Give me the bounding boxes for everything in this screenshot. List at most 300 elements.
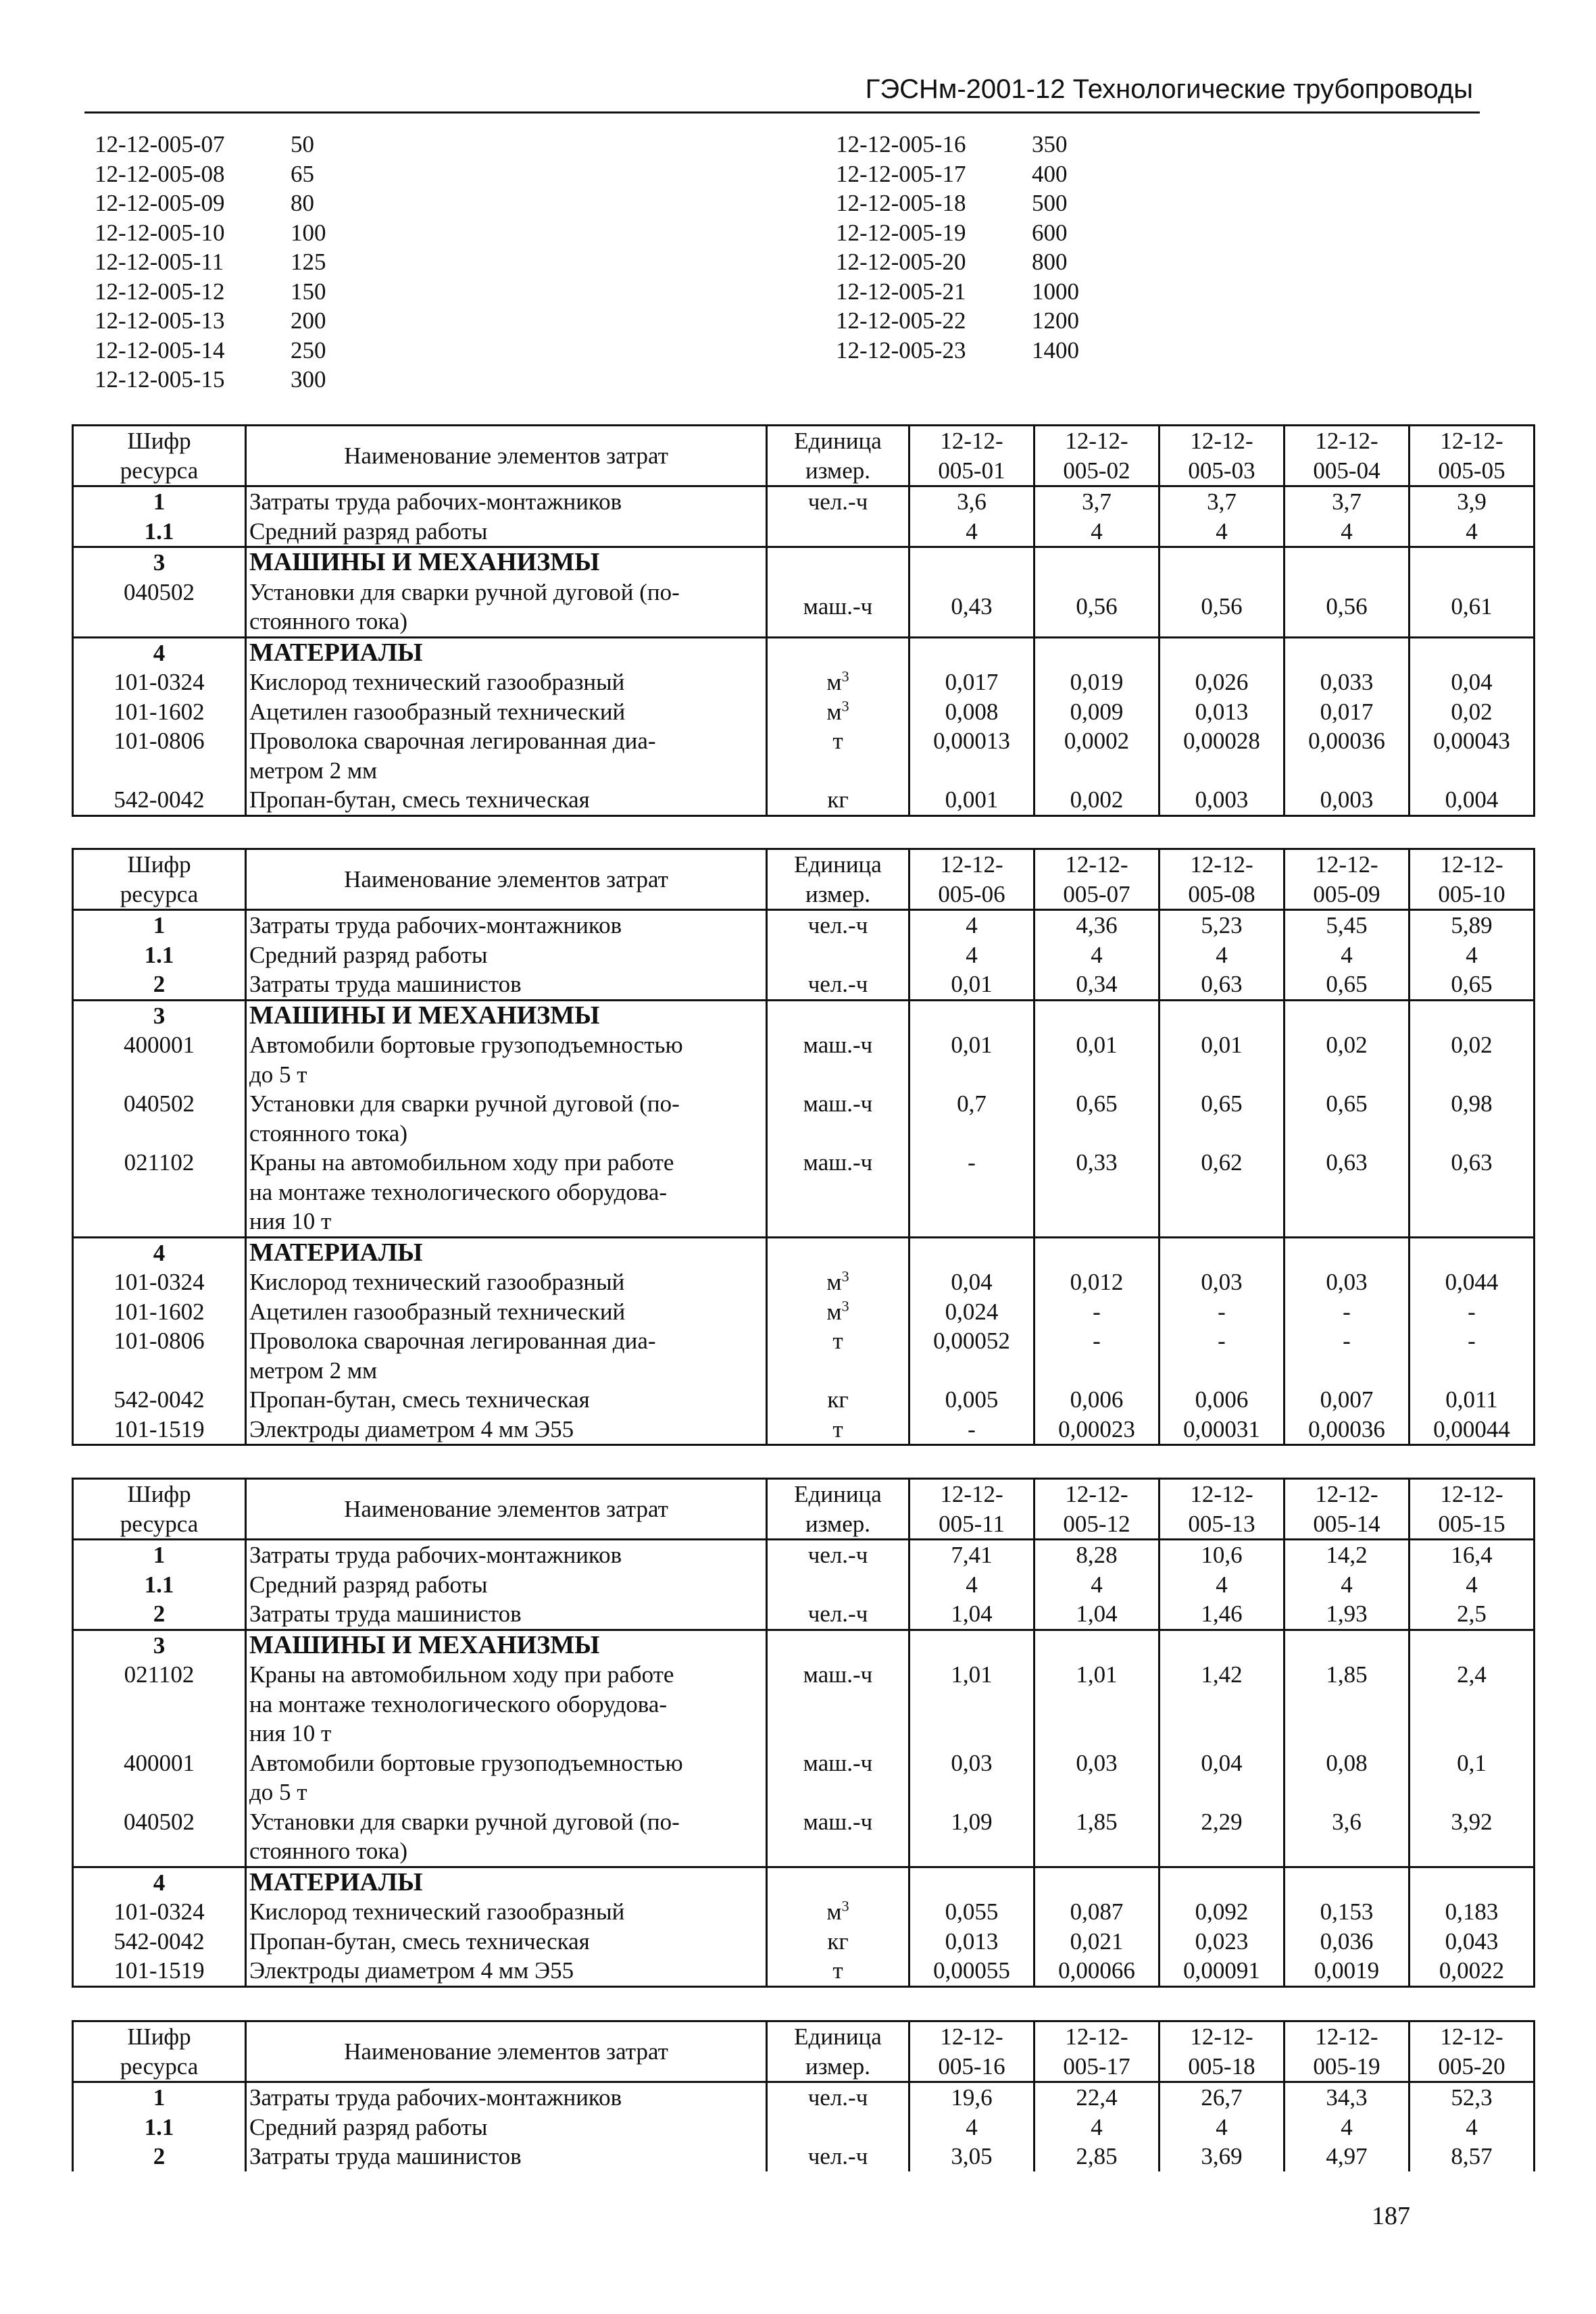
code-list-item [836,277,1113,307]
row-name-line: Установки для сварки ручной дуговой (по- [249,578,680,605]
header-norm-line2: 005-06 [938,880,1005,907]
row-name-line: Автомобили бортовые грузоподъемностью [249,1032,683,1058]
row-code: 3 [73,1000,246,1030]
table-header-row [73,1479,1535,1540]
table-header-row [73,426,1535,486]
row-value: 0,33 [1034,1148,1159,1237]
code-list-code: 12-12-005-15 [95,366,225,393]
row-value: 14,2 [1285,1540,1410,1570]
row-value [1285,547,1410,578]
row-unit: маш.-ч [767,1660,909,1749]
code-list-item [95,247,372,277]
row-value: 0,65 [1159,1089,1285,1148]
row-name-line: Ацетилен газообразный технический [249,698,626,725]
row-value: - [909,1415,1034,1445]
row-name [246,1807,767,1867]
row-value: 4 [1285,517,1410,547]
table-row [73,1030,1535,1089]
resource-table [72,848,1535,1446]
row-value: - [1410,1326,1535,1385]
row-value: 1,42 [1159,1660,1285,1749]
row-value: 4 [1285,2113,1410,2142]
row-value [1285,1237,1410,1267]
row-unit: маш.-ч [767,1749,909,1807]
row-name [246,910,767,940]
header-norm-line1: 12-12- [1440,428,1503,454]
row-name-line: Пропан-бутан, смесь техническая [249,1928,590,1955]
row-unit: маш.-ч [767,1807,909,1867]
row-unit: чел.-ч [767,970,909,1000]
row-name-line: МАТЕРИАЛЫ [249,1867,423,1896]
header-norm-line1: 12-12- [940,2023,1003,2050]
row-value: 0,006 [1034,1385,1159,1415]
row-value: 0,03 [909,1749,1034,1807]
row-value: 3,69 [1159,2142,1285,2171]
row-name [246,1326,767,1385]
table-row [73,1089,1535,1148]
row-code: 101-0324 [73,1897,246,1927]
row-value [909,637,1034,668]
row-value: 0,65 [1285,970,1410,1000]
row-value: 0,01 [909,1030,1034,1089]
row-value: 0,01 [909,970,1034,1000]
row-unit [767,1867,909,1897]
row-value: 0,0022 [1410,1956,1535,1986]
row-code: 101-0324 [73,668,246,697]
row-name-line: МАШИНЫ И МЕХАНИЗМЫ [249,548,600,576]
row-value: 0,00043 [1410,726,1535,785]
header-norm-line1: 12-12- [1190,1481,1253,1507]
table-row [73,1660,1535,1749]
row-value: 0,055 [909,1897,1034,1927]
row-value [1285,1630,1410,1660]
table-row [73,1570,1535,1600]
code-list-code: 12-12-005-16 [836,131,966,157]
row-value: 3,7 [1034,486,1159,517]
row-name-line: до 5 т [249,1779,307,1805]
row-code: 101-0324 [73,1267,246,1297]
row-code: 4 [73,1237,246,1267]
header-norm-code [1159,849,1285,910]
row-value: 0,00044 [1410,1415,1535,1445]
row-value: 1,04 [1034,1599,1159,1630]
table-row [73,1415,1535,1445]
row-unit: маш.-ч [767,1030,909,1089]
row-name [246,1867,767,1897]
row-value [1410,637,1535,668]
code-list-code: 12-12-005-10 [95,219,225,246]
row-value: 0,044 [1410,1267,1535,1297]
table-row [73,1897,1535,1927]
row-value: 0,024 [909,1297,1034,1327]
row-value: 0,026 [1159,668,1285,697]
row-code: 1.1 [73,1570,246,1600]
row-value: 0,02 [1410,697,1535,727]
code-list-size: 500 [1032,190,1068,216]
header-code-line1: Шифр [127,428,191,454]
row-value: 4 [1285,1570,1410,1600]
header-code-cell [73,849,246,910]
row-value: - [909,1148,1034,1237]
row-code: 2 [73,1599,246,1630]
row-value: 3,6 [1285,1807,1410,1867]
row-value: - [1410,1297,1535,1327]
row-value: 19,6 [909,2082,1034,2113]
header-norm-code [909,2021,1034,2082]
header-norm-line2: 005-05 [1438,457,1505,484]
row-value: 1,04 [909,1599,1034,1630]
row-name-line: Ацетилен газообразный технический [249,1298,626,1325]
code-list-code: 12-12-005-21 [836,278,966,305]
header-unit-line2: измер. [805,1510,870,1537]
row-name-line: метром 2 мм [249,757,378,784]
row-code: 1.1 [73,940,246,970]
header-unit-line1: Единица [794,851,882,878]
row-code: 3 [73,547,246,578]
table-row [73,1385,1535,1415]
row-name-line: Средний разряд работы [249,941,488,968]
row-name [246,1148,767,1237]
row-unit [767,1237,909,1267]
row-value: 2,85 [1034,2142,1159,2171]
row-value [1410,1867,1535,1897]
row-name-line: Кислород технический газообразный [249,669,625,695]
resource-table [72,424,1535,817]
row-value: 5,45 [1285,910,1410,940]
row-unit-text: м [826,698,842,725]
code-list-right [836,130,1113,365]
table-row [73,1956,1535,1986]
row-value: 4,36 [1034,910,1159,940]
table-row [73,1867,1535,1897]
row-name-line: Проволока сварочная легированная диа- [249,728,656,754]
table-row [73,1267,1535,1297]
row-value: 0,153 [1285,1897,1410,1927]
row-value: 0,00066 [1034,1956,1159,1986]
row-value: 0,033 [1285,668,1410,697]
row-unit: маш.-ч [767,1089,909,1148]
header-name-cell: Наименование элементов затрат [246,849,767,910]
row-value: 0,63 [1159,970,1285,1000]
table-row [73,486,1535,517]
row-value: 3,9 [1410,486,1535,517]
row-value [1410,1630,1535,1660]
row-unit-exp: 3 [841,668,849,685]
row-value: 0,1 [1410,1749,1535,1807]
code-list-item [95,365,372,395]
row-value: 0,01 [1034,1030,1159,1089]
row-name-line: Кислород технический газообразный [249,1898,625,1925]
header-norm-line2: 005-20 [1438,2053,1505,2080]
row-unit [767,1297,909,1327]
row-unit: чел.-ч [767,2082,909,2113]
table-row [73,1630,1535,1660]
header-norm-line1: 12-12- [940,1481,1003,1507]
header-norm-code [1159,426,1285,486]
row-unit: чел.-ч [767,1599,909,1630]
header-code-line1: Шифр [127,851,191,878]
row-value [1034,1867,1159,1897]
row-code: 1.1 [73,2113,246,2142]
header-norm-code [1034,2021,1159,2082]
row-unit: т [767,1326,909,1385]
row-value: 0,003 [1285,785,1410,815]
header-code-line2: ресурса [120,880,199,907]
row-name [246,1237,767,1267]
row-value: 1,01 [1034,1660,1159,1749]
row-unit [767,1570,909,1600]
code-list-code: 12-12-005-13 [95,307,225,334]
row-value: 0,183 [1410,1897,1535,1927]
row-value: 5,89 [1410,910,1535,940]
row-value: 5,23 [1159,910,1285,940]
header-norm-line2: 005-01 [938,457,1005,484]
row-value: 4 [909,2113,1034,2142]
row-value [1159,1630,1285,1660]
code-list-code: 12-12-005-20 [836,249,966,275]
row-name-line: МАШИНЫ И МЕХАНИЗМЫ [249,1001,600,1030]
row-value: 0,008 [909,697,1034,727]
table-row [73,2082,1535,2113]
row-code: 400001 [73,1749,246,1807]
row-value: 3,92 [1410,1807,1535,1867]
header-norm-line1: 12-12- [1065,428,1128,454]
row-value: 0,02 [1410,1030,1535,1089]
row-value [1034,637,1159,668]
row-value: 4 [1285,940,1410,970]
row-code: 101-0806 [73,1326,246,1385]
code-list-size: 1400 [1032,336,1079,363]
row-code: 040502 [73,1089,246,1148]
header-norm-line2: 005-14 [1313,1510,1380,1537]
code-list-size: 50 [291,131,314,157]
header-norm-line1: 12-12- [1065,2023,1128,2050]
row-name [246,578,767,638]
header-norm-code [1285,1479,1410,1540]
header-code-line2: ресурса [120,1510,199,1537]
row-name [246,697,767,727]
table-row [73,1927,1535,1957]
header-norm-line2: 005-08 [1188,880,1255,907]
code-list-size: 300 [291,366,326,393]
row-value: 0,00028 [1159,726,1285,785]
header-unit-line1: Единица [794,2023,882,2050]
code-list-left [95,130,372,395]
row-value: - [1034,1297,1159,1327]
row-value [909,1630,1034,1660]
header-name-cell: Наименование элементов затрат [246,2021,767,2082]
row-unit: чел.-ч [767,486,909,517]
header-norm-line1: 12-12- [1315,851,1378,878]
code-list-item [836,247,1113,277]
table-row [73,1297,1535,1327]
header-norm-code [1159,1479,1285,1540]
row-value: 0,63 [1410,1148,1535,1237]
row-name-line: ния 10 т [249,1720,332,1746]
header-code-line1: Шифр [127,2023,191,2050]
row-value: 4 [909,940,1034,970]
row-code: 1 [73,1540,246,1570]
row-unit-exp: 3 [841,697,849,714]
header-norm-line2: 005-03 [1188,457,1255,484]
code-list-item [95,130,372,159]
row-value: 0,04 [1159,1749,1285,1807]
page-number: 187 [1372,2202,1410,2230]
header-norm-code [1410,849,1535,910]
row-value: 8,57 [1410,2142,1535,2171]
row-value: 4 [1159,940,1285,970]
row-name-line: Электроды диаметром 4 мм Э55 [249,1957,574,1984]
row-value: 0,00036 [1285,1415,1410,1445]
row-code: 542-0042 [73,1927,246,1957]
code-list-item [95,336,372,366]
code-list-item [836,130,1113,159]
code-list-size: 80 [291,190,314,216]
row-name [246,547,767,578]
row-name-line: Затраты труда машинистов [249,971,522,997]
row-value: 1,09 [909,1807,1034,1867]
row-value [1159,547,1285,578]
header-unit-cell [767,849,909,910]
row-name-line: Затраты труда машинистов [249,1601,522,1627]
table-row [73,1807,1535,1867]
code-list-size: 350 [1032,131,1068,157]
row-value: 0,011 [1410,1385,1535,1415]
header-unit-cell [767,2021,909,2082]
row-value: 4 [1034,940,1159,970]
row-name [246,1897,767,1927]
header-norm-line1: 12-12- [940,428,1003,454]
header-norm-code [1034,426,1159,486]
row-unit [767,940,909,970]
table-row [73,1749,1535,1807]
header-norm-code [1410,2021,1535,2082]
row-value: 0,98 [1410,1089,1535,1148]
code-list-code: 12-12-005-09 [95,190,225,216]
row-unit: чел.-ч [767,1540,909,1570]
row-name [246,1030,767,1089]
header-unit-line1: Единица [794,1481,882,1507]
row-name-line: метром 2 мм [249,1357,378,1384]
row-value: 4 [1034,1570,1159,1600]
code-list-item [95,306,372,336]
row-value: 26,7 [1159,2082,1285,2113]
row-value: 0,0002 [1034,726,1159,785]
page-header-title: ГЭСНм-2001-12 Технологические трубопроводы [865,74,1473,104]
row-name [246,1385,767,1415]
header-norm-line2: 005-19 [1313,2053,1380,2080]
row-value [1034,547,1159,578]
table-row [73,1326,1535,1385]
code-list-size: 125 [291,249,326,275]
row-value: 34,3 [1285,2082,1410,2113]
code-list-code: 12-12-005-08 [95,160,225,187]
row-code: 101-1602 [73,1297,246,1327]
row-unit [767,637,909,668]
code-list-size: 800 [1032,249,1068,275]
header-code-cell [73,2021,246,2082]
row-unit [767,697,909,727]
header-norm-code [1034,849,1159,910]
header-norm-line2: 005-10 [1438,880,1505,907]
code-list-item [836,336,1113,366]
row-value: 0,00036 [1285,726,1410,785]
row-unit-text: м [826,1298,842,1325]
header-code-line2: ресурса [120,2053,199,2080]
header-norm-code [909,426,1034,486]
code-list-code: 12-12-005-18 [836,190,966,216]
header-norm-line2: 005-18 [1188,2053,1255,2080]
row-name-line: ния 10 т [249,1208,332,1234]
row-value: 4 [1159,1570,1285,1600]
code-list-size: 1000 [1032,278,1079,305]
header-norm-line2: 005-02 [1063,457,1130,484]
table-row [73,668,1535,697]
row-code: 021102 [73,1148,246,1237]
row-value: - [1285,1326,1410,1385]
row-value [1034,1000,1159,1030]
row-value: 0,00052 [909,1326,1034,1385]
row-value [1159,637,1285,668]
row-value: 4 [1159,2113,1285,2142]
row-code: 2 [73,970,246,1000]
header-norm-line2: 005-13 [1188,1510,1255,1537]
row-name [246,1599,767,1630]
row-value: 0,03 [1034,1749,1159,1807]
row-unit-exp: 3 [841,1297,849,1314]
table-row [73,578,1535,638]
row-unit: маш.-ч [767,1148,909,1237]
header-norm-line2: 005-15 [1438,1510,1505,1537]
row-code: 400001 [73,1030,246,1089]
row-value [1159,1000,1285,1030]
header-norm-line1: 12-12- [1440,1481,1503,1507]
code-list-size: 100 [291,219,326,246]
header-norm-line2: 005-12 [1063,1510,1130,1537]
row-unit-text: м [826,1898,842,1925]
row-value: 4 [909,1570,1034,1600]
row-value [1410,547,1535,578]
code-list-item [95,277,372,307]
table-row [73,785,1535,815]
row-value [1285,637,1410,668]
header-norm-line2: 005-07 [1063,880,1130,907]
header-norm-line1: 12-12- [1315,428,1378,454]
row-code: 101-1519 [73,1415,246,1445]
row-value [1285,1000,1410,1030]
row-code: 1 [73,910,246,940]
row-value: 0,017 [1285,697,1410,727]
row-value: 1,46 [1159,1599,1285,1630]
code-list-item [95,218,372,248]
code-list-size: 150 [291,278,326,305]
code-list-size: 200 [291,307,326,334]
row-name-line: Затраты труда рабочих-монтажников [249,1542,622,1568]
row-name [246,1267,767,1297]
row-name-line: Пропан-бутан, смесь техническая [249,1386,590,1413]
header-norm-line1: 12-12- [1190,851,1253,878]
row-name-line: Кислород технический газообразный [249,1269,625,1295]
row-value: 0,043 [1410,1927,1535,1957]
header-norm-code [1410,426,1535,486]
header-norm-line2: 005-04 [1313,457,1380,484]
row-value: 0,62 [1159,1148,1285,1237]
code-list-size: 250 [291,336,326,363]
row-name-line: Пропан-бутан, смесь техническая [249,786,590,813]
table-row [73,517,1535,547]
header-norm-line2: 005-11 [939,1510,1005,1537]
row-value: 0,005 [909,1385,1034,1415]
